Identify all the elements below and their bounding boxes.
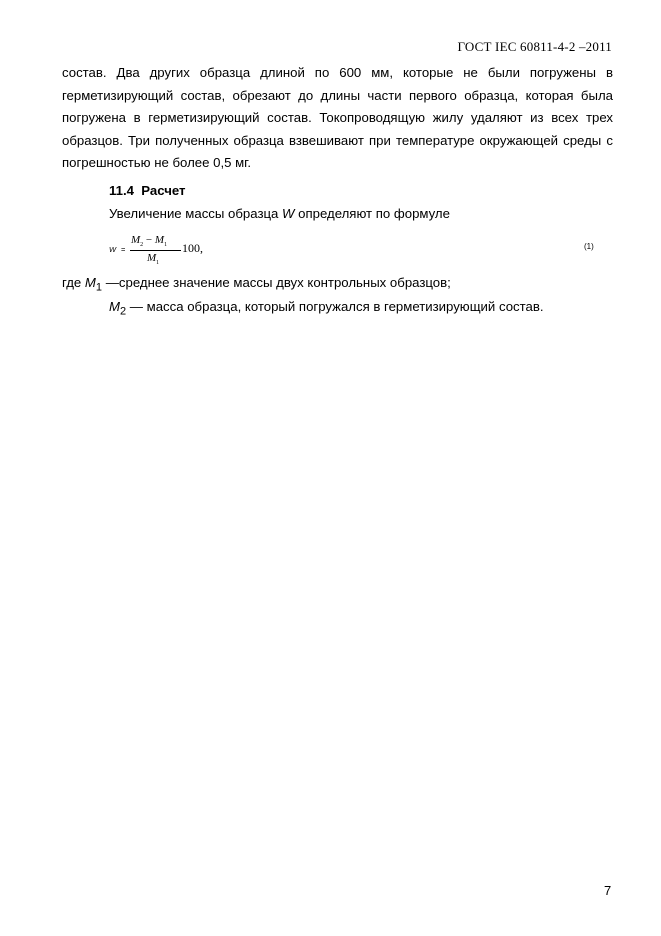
document-code-header: ГОСТ IEC 60811-4-2 –2011 — [457, 39, 612, 54]
paragraph-line: герметизирующий состав, обрезают до длины части первого образца, которая была — [62, 87, 613, 103]
numerator-m2: M — [131, 234, 141, 246]
intro-text-before: Увеличение массы образца — [109, 206, 283, 221]
intro-text-after: определяют по формуле — [294, 206, 450, 221]
m1-description: —среднее значение массы двух контрольных образцов; — [102, 275, 451, 290]
numerator-minus: − — [143, 234, 155, 246]
section-title: Расчет — [141, 183, 186, 198]
m2-description: — масса образца, который погружался в герметизирующий состав. — [126, 299, 544, 314]
numerator-m1-sub: 1 — [164, 242, 168, 249]
section-heading — [109, 180, 186, 203]
formula-intro-text — [109, 203, 450, 226]
where-m2-definition — [109, 296, 544, 323]
equation-number: (1) — [584, 242, 594, 251]
fraction-bar — [130, 250, 181, 251]
page-number: 7 — [604, 883, 612, 898]
denominator-m1-sub: 1 — [156, 260, 160, 267]
formula-denominator — [147, 252, 159, 266]
paragraph-line: состав. Два других образца длиной по 600 мм, которые не были погружены в — [62, 65, 613, 80]
paragraph-line: погрешностью не более 0,5 мг. — [62, 155, 252, 170]
m1-subscript: 1 — [95, 281, 103, 294]
intro-variable: W — [282, 206, 295, 221]
formula-equals: = — [121, 245, 126, 254]
m2-variable: M — [109, 299, 120, 314]
denominator-m1: M — [147, 252, 157, 264]
section-number: 11.4 — [109, 183, 134, 198]
formula-numerator — [131, 234, 167, 248]
where-prefix: где — [62, 275, 85, 290]
formula-lhs: W — [109, 245, 117, 254]
paragraph-line: погружена в герметизирующий состав. Токопроводящую жилу удаляют из всех трех — [62, 110, 613, 125]
mass-increase-formula — [109, 234, 249, 268]
paragraph-line: образцов. Три полученных образца взвешивают при температуре окружающей среды с — [62, 132, 613, 148]
paragraph-sample-preparation — [62, 62, 613, 175]
numerator-m1: M — [154, 234, 165, 246]
numerator-m2-sub: 2 — [140, 242, 144, 249]
formula-factor: 100, — [182, 241, 203, 255]
m1-variable: M — [84, 275, 96, 290]
m2-subscript: 2 — [120, 305, 127, 318]
